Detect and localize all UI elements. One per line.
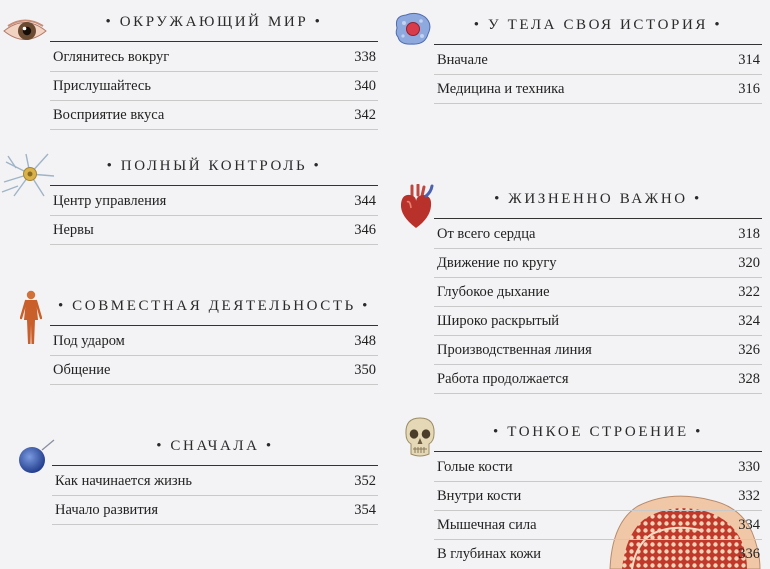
entry-title: Оглянитесь вокруг: [53, 49, 170, 65]
heading-rule: [50, 41, 378, 42]
entry-list: [434, 453, 762, 568]
eye-icon: [2, 14, 48, 48]
section-heading: • ОКРУЖАЮЩИЙ МИР •: [105, 14, 323, 30]
entry-title: Производственная линия: [437, 342, 592, 358]
heading-rule: [50, 185, 378, 186]
toc-entry[interactable]: [52, 467, 378, 496]
entry-list: [52, 467, 378, 525]
section-heading: • ПОЛНЫЙ КОНТРОЛЬ •: [106, 158, 322, 174]
heading-rule: [52, 465, 378, 466]
heading-rule: [434, 451, 762, 452]
entry-page: 322: [738, 284, 760, 300]
toc-entry[interactable]: [434, 220, 762, 249]
entry-list: [50, 327, 378, 385]
section-heading: • ТОНКОЕ СТРОЕНИЕ •: [493, 424, 703, 440]
entry-title: Общение: [53, 362, 111, 378]
entry-title: Восприятие вкуса: [53, 107, 165, 123]
entry-page: 324: [738, 313, 760, 329]
entry-page: 336: [738, 546, 760, 562]
section-heading: • ЖИЗНЕННО ВАЖНО •: [494, 191, 702, 207]
entry-title: Движение по кругу: [437, 255, 557, 271]
entry-page: 340: [354, 78, 376, 94]
entry-page: 346: [354, 222, 376, 238]
heading-rule: [50, 325, 378, 326]
toc-entry[interactable]: [434, 336, 762, 365]
entry-title: Мышечная сила: [437, 517, 537, 533]
entry-page: 326: [738, 342, 760, 358]
toc-entry[interactable]: [50, 72, 378, 101]
entry-page: 314: [738, 52, 760, 68]
heart-icon: [398, 184, 434, 230]
entry-page: 352: [354, 473, 376, 489]
entry-page: 328: [738, 371, 760, 387]
toc-entry[interactable]: [434, 540, 762, 568]
toc-entry[interactable]: [52, 496, 378, 525]
toc-entry[interactable]: [434, 365, 762, 394]
toc-entry[interactable]: [434, 75, 762, 104]
entry-list: [50, 187, 378, 245]
entry-page: 342: [354, 107, 376, 123]
toc-entry[interactable]: [434, 482, 762, 511]
entry-page: 350: [354, 362, 376, 378]
entry-list: [434, 46, 762, 104]
section-heading: • У ТЕЛА СВОЯ ИСТОРИЯ •: [473, 17, 723, 33]
toc-entry[interactable]: [50, 43, 378, 72]
entry-title: Широко раскрытый: [437, 313, 560, 329]
entry-title: Начало развития: [55, 502, 159, 518]
toc-entry[interactable]: [434, 46, 762, 75]
entry-page: 316: [738, 81, 760, 97]
toc-entry[interactable]: [434, 453, 762, 482]
toc-entry[interactable]: [50, 216, 378, 245]
entry-title: Центр управления: [53, 193, 167, 209]
neuron-icon: [0, 152, 56, 198]
toc-entry[interactable]: [434, 249, 762, 278]
human-figure-icon: [20, 290, 42, 346]
entry-page: 334: [738, 517, 760, 533]
entry-title: Медицина и техника: [437, 81, 565, 97]
cell-icon: [392, 10, 434, 48]
entry-page: 320: [738, 255, 760, 271]
heading-rule: [434, 44, 762, 45]
entry-page: 338: [354, 49, 376, 65]
toc-entry[interactable]: [50, 356, 378, 385]
entry-title: Внутри кости: [437, 488, 522, 504]
entry-title: Прислушайтесь: [53, 78, 151, 94]
toc-entry[interactable]: [50, 327, 378, 356]
entry-page: 348: [354, 333, 376, 349]
entry-page: 330: [738, 459, 760, 475]
toc-entry[interactable]: [50, 187, 378, 216]
entry-title: Работа продолжается: [437, 371, 569, 387]
heading-rule: [434, 218, 762, 219]
section-heading: • СНАЧАЛА •: [156, 438, 274, 454]
entry-title: Вначале: [437, 52, 488, 68]
toc-entry[interactable]: [434, 278, 762, 307]
entry-title: Как начинается жизнь: [55, 473, 193, 489]
entry-page: 344: [354, 193, 376, 209]
entry-title: В глубинах кожи: [437, 546, 541, 562]
toc-entry[interactable]: [434, 307, 762, 336]
entry-page: 332: [738, 488, 760, 504]
entry-list: [434, 220, 762, 394]
entry-title: От всего сердца: [437, 226, 536, 242]
entry-title: Голые кости: [437, 459, 513, 475]
entry-title: Нервы: [53, 222, 94, 238]
entry-title: Глубокое дыхание: [437, 284, 550, 300]
entry-list: [50, 43, 378, 130]
section-heading: • СОВМЕСТНАЯ ДЕЯТЕЛЬНОСТЬ •: [57, 298, 371, 314]
skull-icon: [403, 416, 437, 458]
entry-page: 354: [354, 502, 376, 518]
egg-cell-icon: [16, 438, 56, 476]
entry-page: 318: [738, 226, 760, 242]
toc-entry[interactable]: [434, 511, 762, 540]
toc-entry[interactable]: [50, 101, 378, 130]
entry-title: Под ударом: [53, 333, 125, 349]
